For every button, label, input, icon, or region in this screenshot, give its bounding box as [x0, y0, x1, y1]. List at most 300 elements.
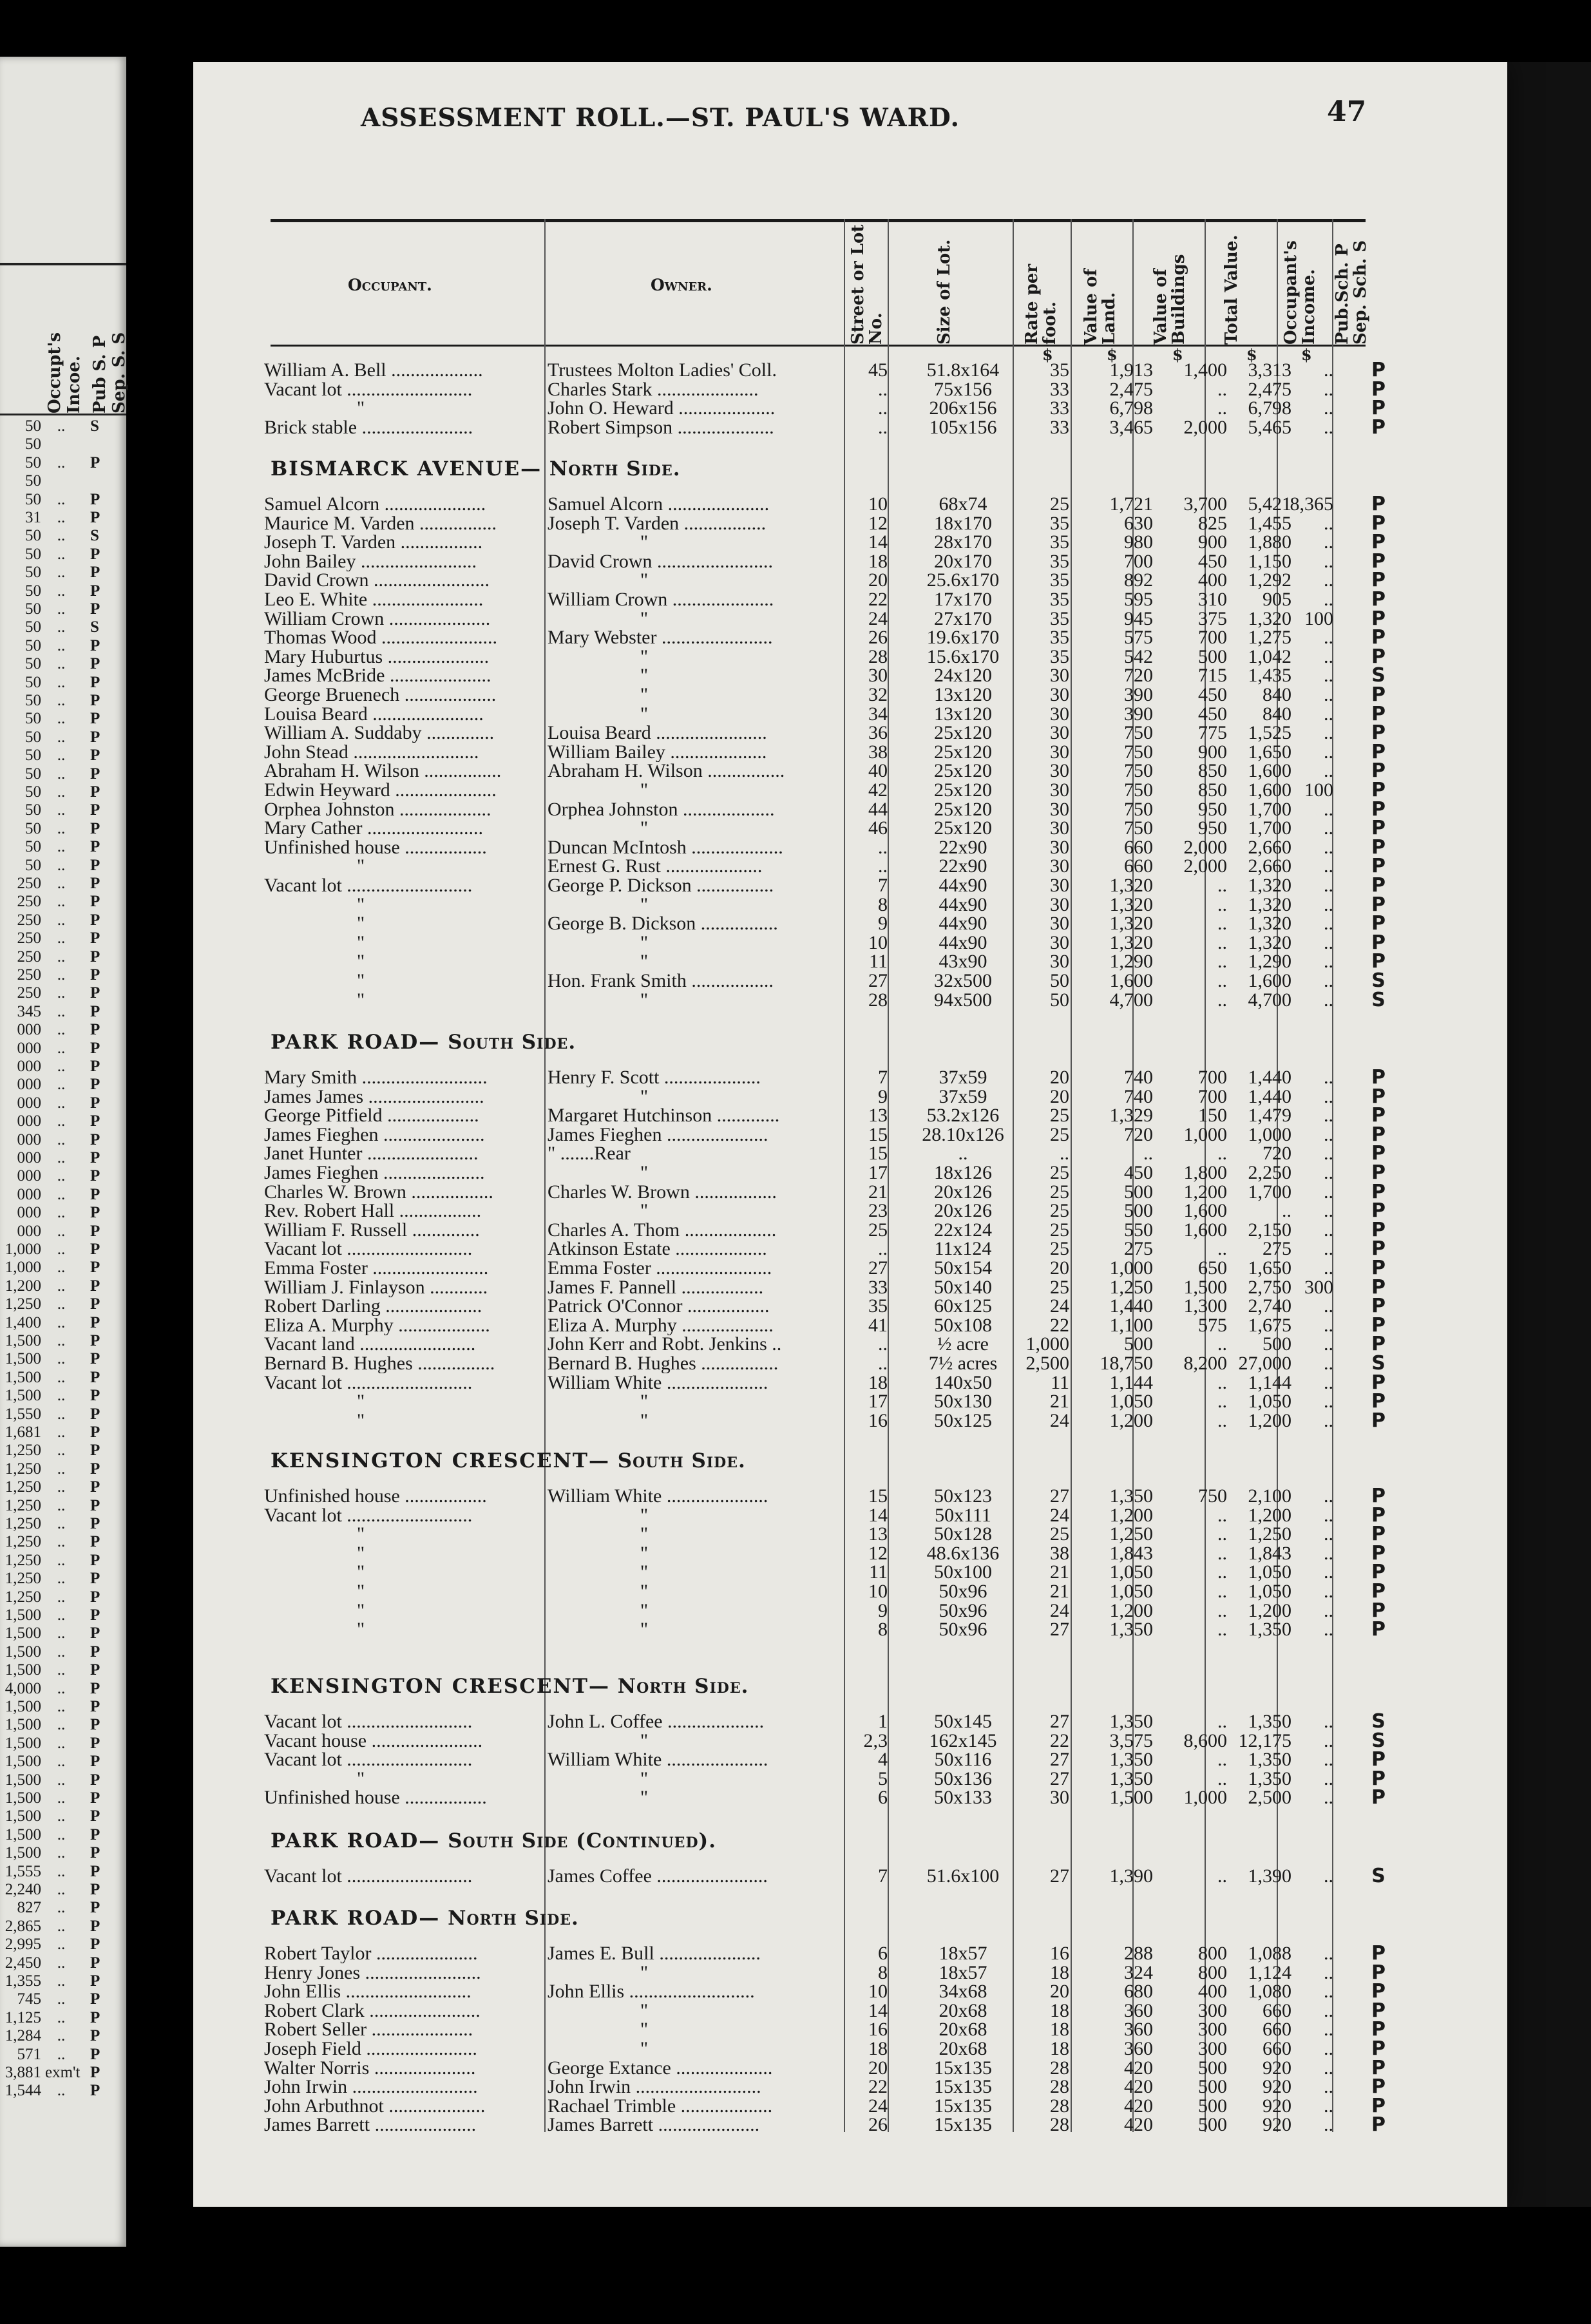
previous-school-cell: P	[90, 1442, 100, 1460]
total-value-cell: 1,435	[1248, 665, 1291, 687]
lot-number-cell: 15	[868, 1123, 888, 1145]
previous-school-cell: P	[90, 1350, 100, 1368]
previous-school-cell: P	[90, 911, 100, 929]
land-value-cell: 390	[1124, 684, 1153, 705]
income-cell: ..	[1324, 875, 1333, 896]
previous-school-cell: P	[90, 1972, 100, 1990]
lot-size-cell: 50x125	[934, 1409, 992, 1431]
previous-marker-cell: ..	[57, 2082, 66, 2100]
building-value-cell: 400	[1198, 1981, 1227, 2003]
previous-school-cell: P	[90, 1039, 100, 1057]
school-support-cell: P	[1371, 702, 1386, 725]
previous-marker-cell: ..	[57, 856, 66, 874]
dollar-mark: $	[1246, 345, 1257, 364]
building-value-cell: 500	[1198, 2057, 1227, 2079]
previous-school-header: Pub S. P Sep. S. S	[90, 332, 129, 414]
income-cell: ..	[1324, 1711, 1333, 1732]
income-cell: ..	[1324, 913, 1333, 935]
table-row	[0, 2077, 1591, 2097]
lot-number-cell: 12	[868, 512, 888, 534]
table-row	[0, 609, 1591, 629]
previous-income-cell: 345	[17, 1002, 41, 1020]
building-value-cell: 800	[1198, 1961, 1227, 1983]
total-value-cell: 2,475	[1248, 378, 1291, 400]
income-cell: ..	[1324, 989, 1333, 1011]
previous-marker-cell: ..	[57, 1167, 66, 1185]
occupant-cell: Maurice M. Varden ................	[264, 513, 497, 533]
school-support-cell: P	[1371, 721, 1386, 745]
income-cell: ..	[1324, 2057, 1333, 2079]
lot-number-cell: 16	[868, 1409, 888, 1431]
rate-cell: 25	[1050, 1219, 1069, 1241]
owner-cell: John Irwin ..........................	[548, 2077, 761, 2097]
land-value-cell: 1,913	[1109, 359, 1153, 381]
total-value-cell: 1,600	[1248, 779, 1291, 801]
occupant-header: Occupant.	[348, 276, 432, 294]
previous-school-cell: P	[90, 1259, 100, 1277]
occupant-cell: "	[356, 1563, 365, 1583]
school-support-cell: P	[1371, 1295, 1386, 1318]
table-row	[0, 1769, 1591, 1789]
land-value-cell: 660	[1124, 836, 1153, 858]
table-row	[0, 797, 1591, 821]
building-value-cell: 850	[1198, 760, 1227, 782]
land-value-cell: 3,575	[1109, 1729, 1153, 1751]
table-row	[0, 1620, 1591, 1639]
section-side: North Side.	[440, 1907, 579, 1930]
previous-school-cell: P	[90, 509, 100, 526]
table-row	[0, 1563, 1591, 1582]
total-value-cell: 1,675	[1248, 1314, 1291, 1336]
owner-cell: "	[640, 609, 649, 629]
lot-number-cell: 15	[868, 1485, 888, 1507]
lot-size-cell: 50x116	[934, 1749, 992, 1771]
income-cell: ..	[1324, 531, 1333, 553]
owner-cell: "	[640, 1601, 649, 1621]
lot-size-cell: 20x68	[938, 2019, 987, 2041]
total-value-cell: 3,313	[1248, 359, 1291, 381]
rate-cell: 18	[1050, 1961, 1069, 1983]
rate-cell: 27	[1050, 1767, 1069, 1789]
school-support-cell: P	[1371, 2094, 1386, 2117]
lot-size-cell: 48.6x136	[926, 1542, 1000, 1564]
rate-cell: 25	[1050, 1123, 1069, 1145]
occupant-cell: Vacant lot ..........................	[264, 1750, 473, 1770]
previous-school-cell: P	[90, 1332, 100, 1349]
section-title	[271, 1031, 576, 1054]
school-support-cell: P	[1371, 1313, 1386, 1337]
previous-income-cell: 50	[25, 435, 41, 453]
land-value-cell: 500	[1124, 1181, 1153, 1203]
previous-page-row	[0, 1643, 126, 1662]
previous-marker-cell: ..	[57, 1112, 66, 1130]
previous-marker-cell: ..	[57, 1862, 66, 1880]
previous-income-cell: 000	[17, 1149, 41, 1167]
previous-marker-cell: ..	[57, 1332, 66, 1349]
owner-cell: "	[640, 533, 649, 553]
land-value-cell: 595	[1124, 589, 1153, 610]
building-value-cell: ..	[1217, 1409, 1227, 1431]
lot-number-cell: 4	[878, 1749, 888, 1771]
rate-cell: 28	[1050, 2095, 1069, 2117]
previous-school-cell: P	[90, 1825, 100, 1843]
income-cell: ..	[1324, 512, 1333, 534]
occupant-cell: Robert Seller .....................	[264, 2020, 473, 2040]
owner-cell: "	[640, 2020, 649, 2040]
previous-school-cell: P	[90, 856, 100, 874]
occupant-cell: "	[356, 914, 365, 934]
occupant-cell: Unfinished house .................	[264, 837, 487, 857]
occupant-cell: "	[356, 1582, 365, 1601]
rate-cell: 30	[1050, 684, 1069, 705]
building-value-cell: 300	[1198, 1999, 1227, 2021]
lot-number-cell: 32	[868, 684, 888, 705]
building-value-cell: ..	[1217, 1581, 1227, 1602]
owner-cell: "	[640, 647, 649, 667]
previous-marker-cell: ..	[57, 1624, 66, 1643]
previous-school-cell: P	[90, 1862, 100, 1880]
lot-number-cell: 35	[868, 1295, 888, 1317]
lot-number-cell: 23	[868, 1200, 888, 1222]
table-row	[0, 1201, 1591, 1221]
previous-income-cell: 50	[25, 527, 41, 545]
lot-size-cell: 50x145	[934, 1711, 992, 1732]
occupant-cell: Rev. Robert Hall .................	[264, 1201, 482, 1221]
income-cell: ..	[1324, 1391, 1333, 1413]
lot-number-cell: 10	[868, 1581, 888, 1602]
school-support-cell: P	[1371, 1180, 1386, 1203]
previous-school-cell: P	[90, 1643, 100, 1661]
building-value-cell: ..	[1217, 397, 1227, 419]
previous-income-header: Occupt's Incoe.	[45, 332, 84, 414]
table-row	[0, 590, 1591, 609]
previous-marker-cell: ..	[57, 1698, 66, 1715]
previous-marker-cell: ..	[57, 984, 66, 1002]
rate-cell: 18	[1050, 1999, 1069, 2021]
owner-cell: William White .....................	[548, 1373, 768, 1393]
previous-marker-cell: ..	[57, 728, 66, 746]
land-value-cell: 1,250	[1109, 1276, 1153, 1298]
previous-income-cell: 1,250	[5, 1533, 41, 1551]
land-value-cell: 3,465	[1109, 416, 1153, 438]
land-value-cell: 720	[1124, 665, 1153, 687]
owner-cell: William White .....................	[548, 1750, 768, 1770]
previous-page-row	[0, 1021, 126, 1040]
previous-income-cell: 1,200	[5, 1277, 41, 1295]
total-value-cell: 1,320	[1248, 913, 1291, 935]
building-value-cell: 1,600	[1183, 1200, 1227, 1222]
income-cell: ..	[1324, 722, 1333, 744]
rate-cell: 11	[1051, 1371, 1069, 1393]
school-support-cell: P	[1371, 1485, 1386, 1507]
table-row	[0, 819, 1591, 838]
lot-size-cell: 162x145	[929, 1729, 997, 1751]
school-support-cell: P	[1371, 1618, 1386, 1641]
table-row	[0, 723, 1591, 743]
lot-size-cell: 105x156	[929, 416, 997, 438]
land-header: Value of Land.	[1081, 269, 1119, 345]
lot-size-cell: 25.6x170	[926, 569, 1000, 591]
lot-number-cell: 26	[868, 627, 888, 649]
occupant-cell: Charles W. Brown .................	[264, 1182, 493, 1202]
table-row	[0, 1354, 1591, 1373]
school-support-cell: P	[1371, 588, 1386, 611]
land-value-cell: 4,700	[1109, 989, 1153, 1011]
previous-income-cell: 50	[25, 728, 41, 746]
lot-number-cell: 26	[868, 2114, 888, 2136]
lot-number-cell: ..	[878, 378, 888, 400]
lot-size-cell: 50x111	[935, 1504, 991, 1526]
occupant-cell: Janet Hunter .......................	[264, 1144, 479, 1164]
land-value-cell: 275	[1124, 1238, 1153, 1260]
lot-size-cell: ..	[958, 1143, 968, 1165]
rate-cell: 24	[1050, 1409, 1069, 1431]
previous-income-cell: 827	[17, 1899, 41, 1917]
previous-marker-cell: ..	[57, 545, 66, 563]
previous-income-cell: 000	[17, 1076, 41, 1094]
previous-school-cell: P	[90, 1771, 100, 1789]
building-value-cell: 450	[1198, 684, 1227, 705]
rate-cell: 30	[1050, 779, 1069, 801]
table-row	[0, 1106, 1591, 1125]
total-value-cell: 2,100	[1248, 1485, 1291, 1507]
table-row	[0, 1982, 1591, 2001]
lot-number-cell: 28	[868, 645, 888, 667]
land-value-cell: 700	[1124, 550, 1153, 572]
total-value-cell: 920	[1262, 2076, 1291, 2098]
school-support-cell: P	[1371, 1218, 1386, 1241]
previous-marker-cell: ..	[57, 1734, 66, 1752]
school-support-cell: P	[1371, 1161, 1386, 1184]
school-support-cell: P	[1371, 1199, 1386, 1223]
lot-size-cell: 15x135	[934, 2076, 992, 2098]
building-value-cell: 700	[1198, 627, 1227, 649]
previous-marker-cell: ..	[57, 838, 66, 856]
total-value-cell: 1,200	[1248, 1409, 1291, 1431]
lot-size-cell: 11x124	[934, 1238, 992, 1260]
building-value-cell: ..	[1217, 1599, 1227, 1621]
total-value-cell: 5,421	[1248, 493, 1291, 515]
income-cell: ..	[1324, 2076, 1333, 2098]
previous-income-cell: 1,681	[5, 1424, 41, 1441]
occupant-cell: Samuel Alcorn .....................	[264, 495, 486, 514]
building-value-cell: 450	[1198, 703, 1227, 725]
school-support-cell: P	[1371, 1409, 1386, 1432]
school-support-cell: S	[1371, 1352, 1386, 1375]
previous-school-cell: S	[90, 527, 99, 545]
total-value-cell: 2,660	[1248, 836, 1291, 858]
land-value-cell: 420	[1124, 2095, 1153, 2117]
owner-cell: Samuel Alcorn .....................	[548, 495, 770, 514]
lot-number-cell: 13	[868, 1105, 888, 1127]
previous-income-cell: 250	[17, 911, 41, 929]
previous-school-cell: P	[90, 1807, 100, 1825]
previous-income-cell: 250	[17, 893, 41, 911]
previous-income-cell: 1,500	[5, 1753, 41, 1771]
rate-cell: 30	[1050, 875, 1069, 896]
lot-size-cell: 51.6x100	[926, 1865, 1000, 1887]
owner-cell: "	[640, 819, 649, 839]
lot-size-cell: 60x125	[934, 1295, 992, 1317]
rate-cell: 30	[1050, 665, 1069, 687]
previous-school-cell: P	[90, 1460, 100, 1478]
previous-marker-cell: ..	[57, 783, 66, 801]
previous-school-cell: P	[90, 875, 100, 892]
building-value-cell: ..	[1217, 1542, 1227, 1564]
building-value-cell: 1,200	[1183, 1181, 1227, 1203]
rate-cell: 30	[1050, 931, 1069, 953]
income-cell: ..	[1324, 1749, 1333, 1771]
income-cell: ..	[1324, 397, 1333, 419]
previous-marker-cell: ..	[57, 1442, 66, 1460]
lot-size-cell: 13x120	[934, 703, 992, 725]
previous-marker-cell: ..	[57, 1185, 66, 1203]
school-support-cell: P	[1371, 1942, 1386, 1965]
owner-cell: Atkinson Estate ...................	[548, 1239, 767, 1259]
table-row	[0, 857, 1591, 876]
lot-size-cell: 22x90	[938, 855, 987, 877]
total-value-cell: 1,275	[1248, 627, 1291, 649]
dollar-mark: $	[1042, 345, 1053, 364]
building-value-cell: 1,400	[1183, 359, 1227, 381]
rate-cell: 35	[1050, 550, 1069, 572]
occupant-cell: "	[356, 971, 365, 991]
previous-marker-cell: ..	[57, 1954, 66, 1972]
previous-income-cell: 50	[25, 417, 41, 435]
owner-cell: Patrick O'Connor .................	[548, 1297, 770, 1317]
school-support-cell: P	[1371, 1257, 1386, 1279]
table-row	[0, 1259, 1591, 1278]
previous-school-cell: P	[90, 655, 100, 673]
total-value-cell: 1,050	[1248, 1391, 1291, 1413]
total-value-cell: 6,798	[1248, 397, 1291, 419]
previous-marker-cell: ..	[57, 2008, 66, 2026]
table-row	[0, 740, 1591, 763]
land-value-cell: 1,250	[1109, 1523, 1153, 1545]
owner-cell: John O. Heward ....................	[548, 399, 776, 419]
income-cell: ..	[1324, 1619, 1333, 1641]
owner-cell: Trustees Molton Ladies' Coll.	[548, 361, 777, 380]
building-value-cell: 375	[1198, 607, 1227, 629]
table-row	[0, 952, 1591, 971]
previous-school-cell: P	[90, 966, 100, 984]
rate-cell: 35	[1050, 607, 1069, 629]
previous-school-cell: P	[90, 636, 100, 654]
lot-number-cell: ..	[878, 416, 888, 438]
owner-cell: "	[640, 666, 649, 686]
owner-cell: Abraham H. Wilson ................	[548, 761, 785, 781]
previous-school-cell: P	[90, 582, 100, 600]
total-value-cell: 1,088	[1248, 1943, 1291, 1964]
previous-income-cell: 000	[17, 1204, 41, 1222]
income-cell: ..	[1324, 760, 1333, 782]
running-title: ASSESSMENT ROLL.—ST. PAUL'S WARD.	[361, 103, 960, 133]
owner-cell: Margaret Hutchinson .............	[548, 1106, 780, 1126]
rate-cell: 25	[1050, 1105, 1069, 1127]
previous-income-cell: 50	[25, 838, 41, 856]
land-value-cell: 288	[1124, 1943, 1153, 1964]
occupant-cell: George Bruenech ...................	[264, 685, 497, 705]
previous-school-cell: P	[90, 728, 100, 746]
total-value-cell: 1,320	[1248, 875, 1291, 896]
rate-cell: 35	[1050, 359, 1069, 381]
rate-cell: 35	[1050, 645, 1069, 667]
income-cell: 100	[1304, 607, 1333, 629]
land-value-cell: 1,350	[1109, 1619, 1153, 1641]
occupant-cell: "	[356, 1525, 365, 1545]
previous-income-cell: 1,250	[5, 1570, 41, 1588]
table-row	[0, 702, 1591, 725]
previous-income-cell: 50	[25, 472, 41, 490]
total-value-cell: 660	[1262, 2038, 1291, 2059]
previous-income-cell: 000	[17, 1222, 41, 1240]
rate-cell: 33	[1050, 416, 1069, 438]
previous-school-cell: P	[90, 1624, 100, 1643]
school-support-cell: P	[1371, 874, 1386, 897]
lot-number-cell: 42	[868, 779, 888, 801]
total-value-cell: 1,144	[1248, 1371, 1291, 1393]
table-row	[0, 1867, 1591, 1886]
previous-marker-cell: ..	[57, 2045, 66, 2063]
lot-size-cell: 25x120	[934, 722, 992, 744]
total-value-cell: 27,000	[1238, 1353, 1291, 1374]
owner-cell: "	[640, 1788, 649, 1808]
lot-number-cell: 36	[868, 722, 888, 744]
land-value-cell: 750	[1124, 798, 1153, 820]
previous-marker-cell: ..	[57, 1771, 66, 1789]
previous-income-cell: 250	[17, 875, 41, 892]
total-value-cell: 1,350	[1248, 1619, 1291, 1641]
section-street: PARK ROAD—	[271, 1907, 441, 1930]
previous-school-cell: P	[90, 1021, 100, 1039]
income-cell: ..	[1324, 855, 1333, 877]
owner-cell: "	[640, 704, 649, 724]
school-support-cell: P	[1371, 1580, 1386, 1603]
lot-size-cell: 68x74	[938, 493, 987, 515]
owner-cell: Charles Stark .....................	[548, 379, 759, 399]
previous-income-cell: 50	[25, 783, 41, 801]
income-cell: ..	[1324, 1981, 1333, 2003]
owner-cell: "	[640, 952, 649, 972]
rate-cell: 16	[1050, 1943, 1069, 1964]
previous-income-cell: 571	[17, 2045, 41, 2063]
land-value-cell: 630	[1124, 512, 1153, 534]
owner-cell: "	[640, 1582, 649, 1601]
table-row	[0, 1087, 1591, 1107]
school-support-cell: P	[1371, 817, 1386, 840]
table-row	[0, 666, 1591, 685]
table-row	[0, 1731, 1591, 1751]
income-cell: ..	[1324, 1767, 1333, 1789]
lot-number-cell: 16	[868, 2019, 888, 2041]
table-row	[0, 399, 1591, 418]
lot-size-cell: 206x156	[929, 397, 997, 419]
previous-income-cell: 1,555	[5, 1862, 41, 1880]
income-cell: 300	[1304, 1276, 1333, 1298]
owner-cell: "	[640, 1963, 649, 1983]
total-value-cell: 1,200	[1248, 1504, 1291, 1526]
section-title	[271, 1449, 746, 1472]
lot-size-cell: 44x90	[938, 875, 987, 896]
lot-size-cell: 50x100	[934, 1561, 992, 1583]
previous-marker-cell: ..	[57, 582, 66, 600]
income-cell: ..	[1324, 1085, 1333, 1107]
lot-number-cell: ..	[878, 397, 888, 419]
building-value-cell: 950	[1198, 798, 1227, 820]
school-support-cell: P	[1371, 1767, 1386, 1790]
owner-cell: "	[640, 1769, 649, 1789]
previous-marker-cell: ..	[57, 1496, 66, 1514]
